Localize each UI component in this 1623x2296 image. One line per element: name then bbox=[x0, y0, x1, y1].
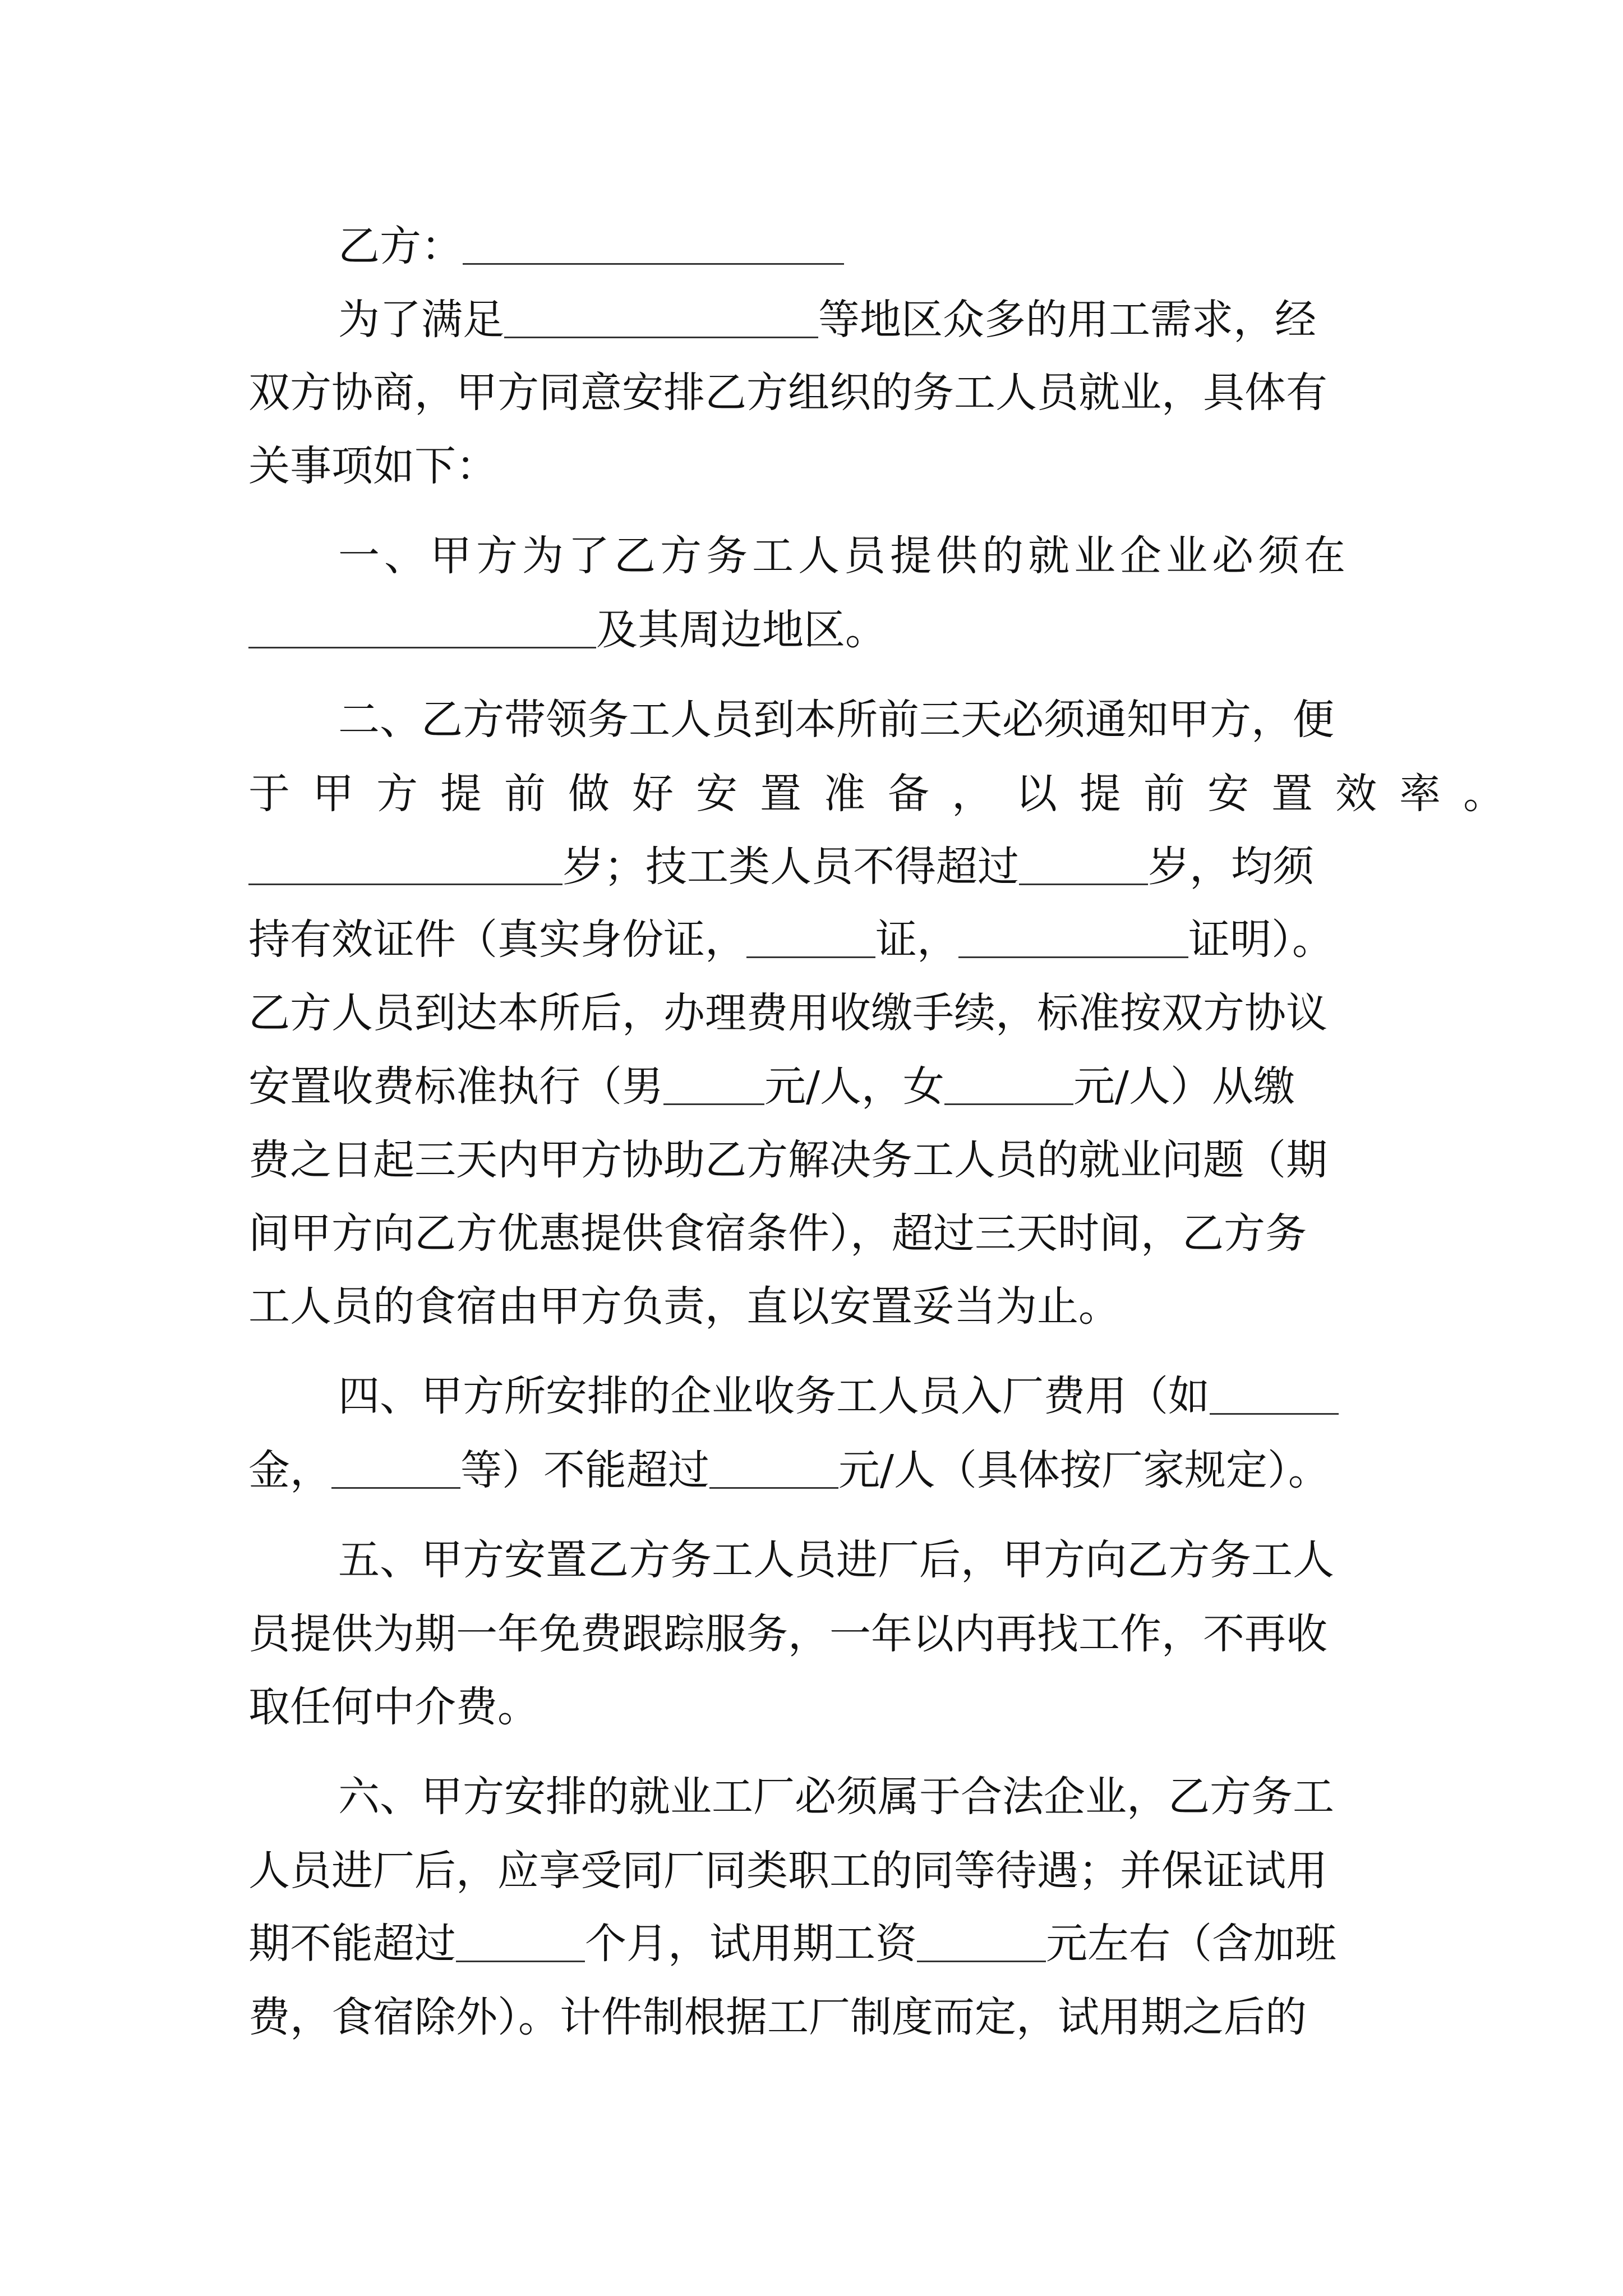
text-run: 六、甲方安排的就业工厂必须属于合法企业，乙方务工 bbox=[338, 1773, 1334, 1821]
text-run: 元左右（含加班 bbox=[1046, 1920, 1336, 1968]
text-line bbox=[248, 593, 1393, 666]
text-run: 持有效证件（真实身份证， bbox=[248, 915, 746, 964]
text-line bbox=[248, 977, 1393, 1050]
text-run: 元/人）从缴 bbox=[1073, 1062, 1295, 1111]
fill-blank bbox=[958, 915, 1188, 958]
text-line bbox=[248, 1360, 1393, 1433]
text-run: 五、甲方安置乙方务工人员进厂后，甲方向乙方务工人 bbox=[338, 1536, 1334, 1584]
text-line bbox=[248, 283, 1393, 356]
text-run: 等地区众多的用工需求，经 bbox=[818, 296, 1316, 344]
text-run: 费之日起三天内甲方协助乙方解决务工人员的就业问题（期 bbox=[248, 1136, 1327, 1184]
text-run: 等）不能超过 bbox=[460, 1446, 709, 1494]
text-line bbox=[248, 903, 1393, 976]
text-line bbox=[248, 1434, 1393, 1507]
text-line bbox=[248, 1671, 1393, 1743]
text-run: 期不能超过 bbox=[248, 1920, 456, 1968]
text-line bbox=[248, 683, 1393, 756]
text-run: 金， bbox=[248, 1446, 331, 1494]
text-line bbox=[248, 210, 1393, 283]
text-line bbox=[248, 1524, 1393, 1596]
text-line bbox=[248, 1197, 1393, 1270]
fill-blank bbox=[1019, 842, 1148, 885]
fill-blank bbox=[746, 915, 875, 958]
text-run: 工人员的食宿由甲方负责，直以安置妥当为止。 bbox=[248, 1282, 1120, 1331]
text-run: 人员进厂后，应享受同厂同类职工的同等待遇；并保证试用 bbox=[248, 1847, 1327, 1895]
text-run: 一、甲方为了乙方务工人员提供的就业企业必须在 bbox=[338, 532, 1350, 580]
text-line bbox=[248, 1834, 1393, 1907]
text-run: 岁；技工类人员不得超过 bbox=[562, 843, 1019, 891]
fill-blank bbox=[944, 1062, 1073, 1105]
fill-blank bbox=[331, 1446, 460, 1489]
text-line bbox=[248, 356, 1393, 429]
text-run: 岁，均须 bbox=[1148, 843, 1314, 891]
fill-blank bbox=[456, 1919, 585, 1962]
text-run: 元/人（具体按厂家规定）。 bbox=[838, 1446, 1330, 1494]
text-line bbox=[248, 1598, 1393, 1671]
text-line bbox=[248, 1907, 1393, 1980]
fill-blank bbox=[709, 1446, 838, 1489]
text-run: 个月，试用期工资 bbox=[585, 1920, 917, 1968]
fill-blank bbox=[663, 1062, 764, 1105]
text-run: 四、甲方所安排的企业收务工人员入厂费用（如 bbox=[338, 1372, 1210, 1420]
text-line bbox=[248, 1124, 1393, 1197]
text-run: 员提供为期一年免费跟踪服务，一年以内再找工作，不再收 bbox=[248, 1610, 1327, 1658]
text-run: 安置收费标准执行（男 bbox=[248, 1062, 663, 1111]
text-line bbox=[248, 1981, 1393, 2054]
fill-blank bbox=[463, 222, 844, 265]
text-run: 乙方： bbox=[338, 222, 463, 270]
text-run: 乙方人员到达本所后，办理费用收缴手续，标准按双方协议 bbox=[248, 989, 1327, 1037]
text-run: 费，食宿除外）。计件制根据工厂制度而定，试用期之后的 bbox=[248, 1993, 1307, 2041]
text-run: 于甲方提前做好安置准备，以提前安置效率。 bbox=[248, 770, 1527, 818]
fill-blank bbox=[917, 1919, 1046, 1962]
text-line bbox=[248, 757, 1527, 830]
text-run: 证明）。 bbox=[1188, 915, 1334, 964]
fill-blank bbox=[504, 295, 818, 338]
fill-blank bbox=[248, 842, 562, 885]
text-line bbox=[248, 830, 1393, 903]
text-run: 间甲方向乙方优惠提供食宿条件），超过三天时间，乙方务 bbox=[248, 1209, 1307, 1258]
text-run: 为了满足 bbox=[338, 296, 504, 344]
text-run: 双方协商，甲方同意安排乙方组织的务工人员就业，具体有 bbox=[248, 369, 1327, 417]
text-line bbox=[248, 1760, 1393, 1833]
text-run: 及其周边地区。 bbox=[596, 606, 887, 654]
text-line bbox=[248, 430, 1393, 503]
fill-blank bbox=[1210, 1372, 1339, 1415]
text-run: 元/人，女 bbox=[764, 1062, 944, 1111]
text-run: 二、乙方带领务工人员到本所前三天必须通知甲方，便 bbox=[338, 696, 1334, 744]
text-run: 证， bbox=[875, 915, 958, 964]
fill-blank bbox=[248, 605, 596, 648]
text-line bbox=[248, 1050, 1393, 1123]
text-line bbox=[248, 1270, 1393, 1343]
text-line bbox=[248, 519, 1393, 592]
text-run: 取任何中介费。 bbox=[248, 1683, 539, 1731]
text-run: 关事项如下： bbox=[248, 442, 497, 490]
